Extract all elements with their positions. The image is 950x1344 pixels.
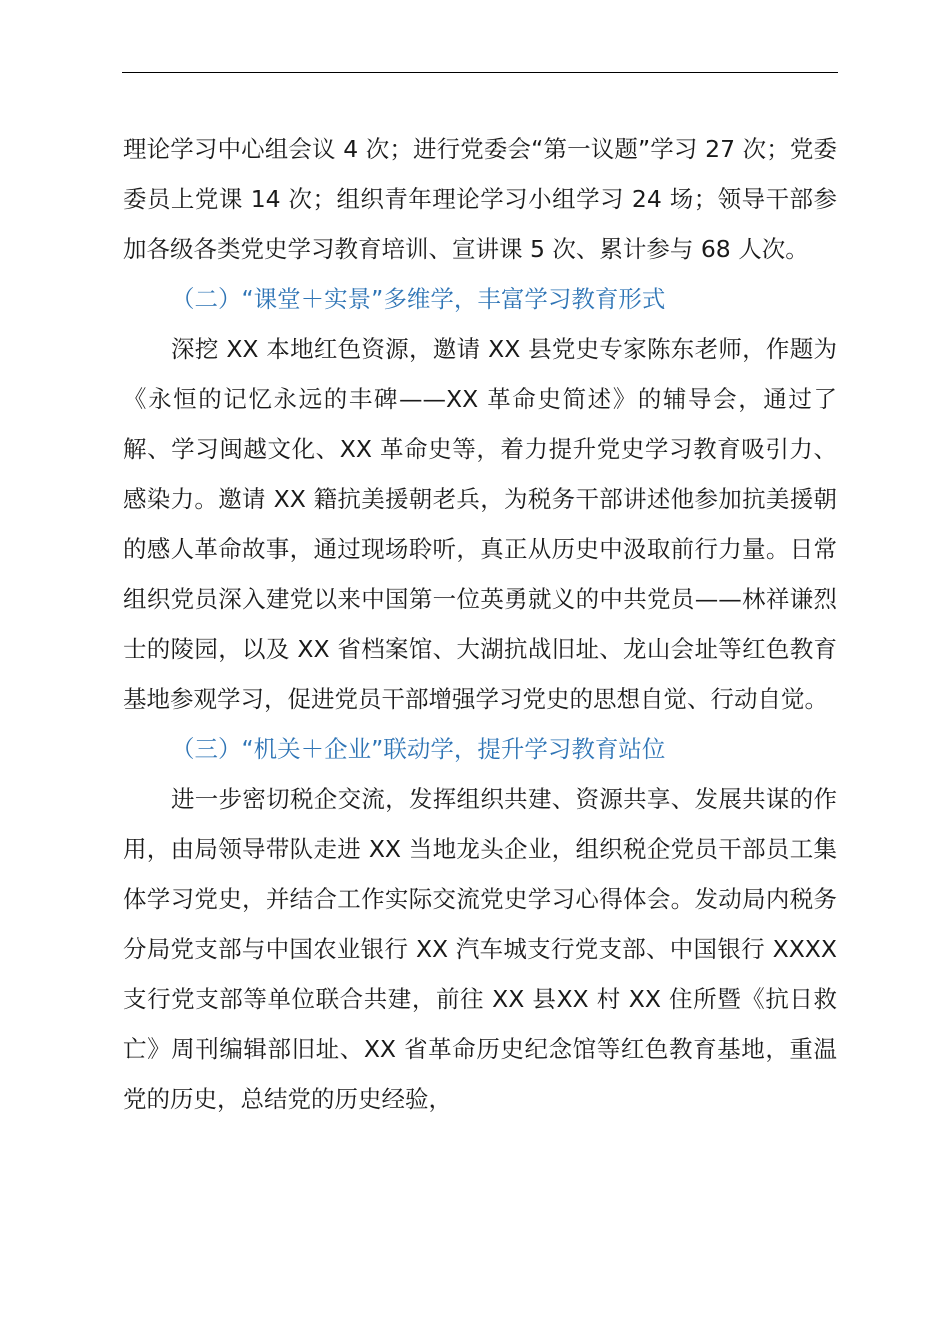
- section-heading-2: （二）“课堂＋实景”多维学，丰富学习教育形式: [171, 285, 666, 313]
- section-heading-3: （三）“机关＋企业”联动学，提升学习教育站位: [171, 735, 666, 763]
- header-rule: [122, 72, 838, 73]
- paragraph-section-3: 进一步密切税企交流，发挥组织共建、资源共享、发展共谋的作用，由局领导带队走进 XX 当地龙头企业，组织税企党员干部员工集体学习党史，并结合工作实际交流党史学习心得体会。发动局内税务分局党支部与中国农业银行 XX 汽车城支行党支部、中国银行 XXXX 支行党支部等单位联合共建，前往 XX 县XX 村 XX 住所暨《抗日救亡》周刊编辑部旧址、XX 省革命历史纪念馆等红色教育基地，重温党的历史，总结党的历史经验，: [123, 785, 837, 1113]
- document-body: [123, 124, 837, 1124]
- paragraph-section-2: 深挖 XX 本地红色资源，邀请 XX 县党史专家陈东老师，作题为《永恒的记忆永远的丰碑——XX 革命史简述》的辅导会，通过了解、学习闽越文化、XX 革命史等，着力提升党史学习教育吸引力、感染力。邀请 XX 籍抗美援朝老兵，为税务干部讲述他参加抗美援朝的感人革命故事，通过现场聆听，真正从历史中汲取前行力量。日常组织党员深入建党以来中国第一位英勇就义的中共党员——林祥谦烈士的陵园，以及 XX 省档案馆、大湖抗战旧址、龙山会址等红色教育基地参观学习，促进党员干部增强学习党史的思想自觉、行动自觉。: [123, 335, 837, 713]
- paragraph-continuation: 理论学习中心组会议 4 次；进行党委会“第一议题”学习 27 次；党委委员上党课 14 次；组织青年理论学习小组学习 24 场；领导干部参加各级各类党史学习教育培训、宣讲课 5 次、累计参与 68 人次。: [123, 135, 837, 263]
